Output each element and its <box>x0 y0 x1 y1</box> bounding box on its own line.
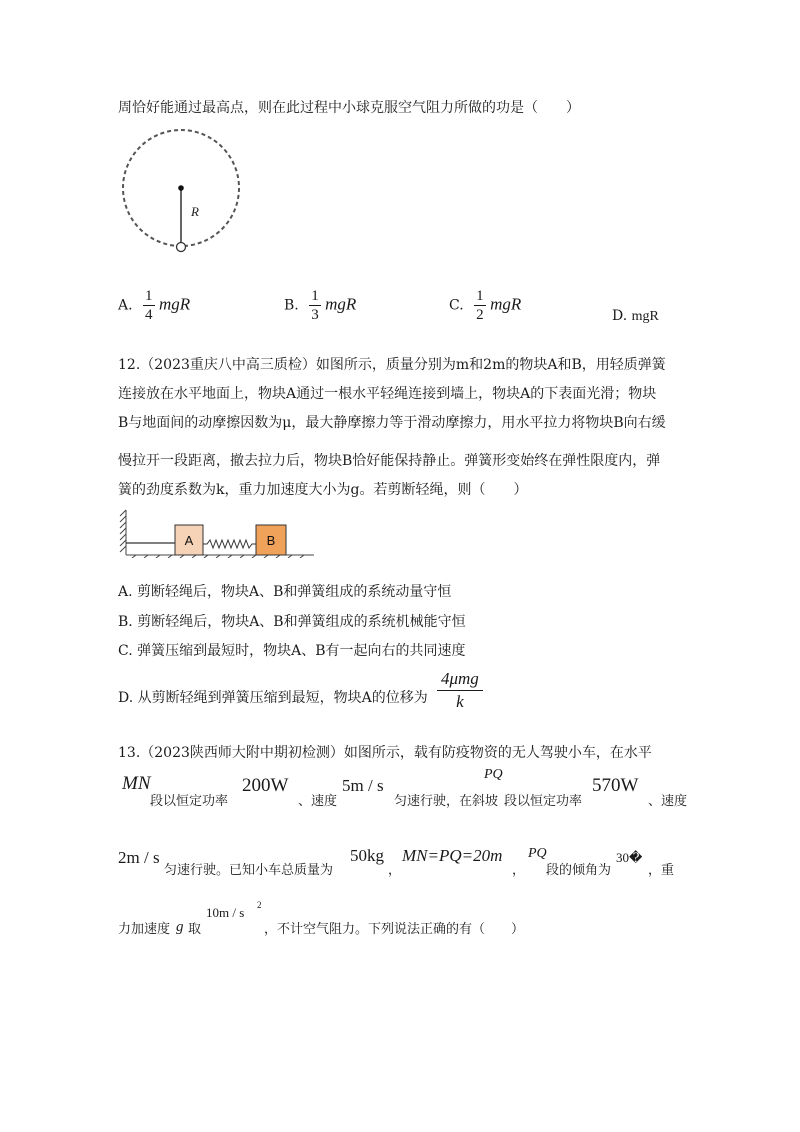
q12-stem-line-1: 12.（2023重庆八中高三质检）如图所示，质量分别为m和2m的物块A和B，用轻质弹簧 <box>118 357 666 373</box>
option-expression: mgR <box>325 294 357 314</box>
math-speed-1: 5m / s <box>342 776 384 795</box>
option-expression: mgR <box>158 294 191 314</box>
option-letter: B. <box>284 297 299 314</box>
text-segment: 段的倾角为 <box>546 863 612 878</box>
q13-stem-line-3 <box>118 842 698 882</box>
block-b-label: B <box>266 533 276 548</box>
q12-stem-line-3: B与地面间的动摩擦因数为μ，最大静摩擦力等于滑动摩擦力，用水平拉力将物块B向右缓 <box>118 415 666 431</box>
math-power-2: 570W <box>592 775 639 796</box>
option-letter: C. <box>449 297 464 314</box>
text-segment: ， <box>388 863 402 878</box>
math-angle: 30� <box>616 850 643 865</box>
q12-option-c[interactable]: C. 弹簧压缩到最短时，物块A、B有一起向右的共同速度 <box>118 643 466 659</box>
q11-option-c[interactable] <box>449 287 521 324</box>
math-equation: MN=PQ=20m <box>402 846 503 865</box>
q13-stem-line-2 <box>118 767 698 813</box>
option-letter: D. <box>612 308 628 324</box>
wall-hatch <box>120 510 126 555</box>
q13-stem-line-4 <box>118 900 698 948</box>
vertical-circle-figure <box>118 128 243 258</box>
q12-option-d[interactable] <box>118 688 428 708</box>
option-expression: mgR <box>490 294 522 314</box>
q12-stem-line-4: 慢拉开一段距离，撤去拉力后，物块B恰好能保持静止。弹簧形变始终在弹性限度内，弹 <box>118 453 661 469</box>
fraction-denominator: 4 <box>145 307 153 323</box>
fraction <box>309 287 321 324</box>
fraction <box>143 287 155 324</box>
q11-stem-text: 周恰好能通过最高点，则在此过程中小球克服空气阻力所做的功是（ ） <box>118 100 580 116</box>
text-segment: ，重 <box>648 863 675 878</box>
text-segment: 力加速度 <box>118 922 171 937</box>
fraction-numerator: 4μmg <box>437 668 483 691</box>
math-g: g <box>176 919 184 935</box>
math-pq: PQ <box>484 767 503 782</box>
text-segment: ，不计空气阻力。下列说法正确的有（ ） <box>264 922 525 937</box>
option-letter: A. <box>118 297 133 314</box>
q12-option-a[interactable]: A. 剪断轻绳后，物块A、B和弹簧组成的系统动量守恒 <box>118 584 452 600</box>
text-segment: 、速度 <box>648 794 688 809</box>
fraction-numerator: 1 <box>476 288 484 304</box>
spring-blocks-figure <box>118 508 318 558</box>
text-segment: ， <box>512 863 526 878</box>
text-segment: 取 <box>188 922 202 937</box>
option-text: D. 从剪断轻绳到弹簧压缩到最短，物块A的位移为 <box>118 690 428 706</box>
radius-label: R <box>191 204 199 219</box>
math-power-1: 200W <box>242 775 289 796</box>
text-segment: 匀速行驶，在斜坡 <box>394 794 499 809</box>
math-g-value: 10m / s <box>206 905 245 920</box>
q11-option-a[interactable] <box>118 287 190 324</box>
option-expression: mgR <box>631 309 659 324</box>
text-segment: 段以恒定功率 <box>150 794 229 809</box>
fraction-denominator: 3 <box>311 307 319 323</box>
q13-stem-line-1: 13.（2023陕西师大附中期初检测）如图所示，载有防疫物资的无人驾驶小车，在水平 <box>118 745 652 761</box>
q12-option-b[interactable]: B. 剪断轻绳后，物块A、B和弹簧组成的系统机械能守恒 <box>118 614 466 630</box>
q11-option-b[interactable] <box>284 287 356 324</box>
math-superscript: 2 <box>257 900 262 910</box>
fraction-denominator: 2 <box>476 307 484 323</box>
math-pq: PQ <box>528 846 547 861</box>
block-a-label: A <box>184 533 194 548</box>
fraction-numerator: 1 <box>311 288 319 304</box>
text-segment: 匀速行驶。已知小车总质量为 <box>164 863 334 878</box>
math-mass: 50kg <box>350 846 384 865</box>
q11-option-d[interactable] <box>612 306 659 327</box>
math-mn: MN <box>122 773 151 794</box>
center-point <box>178 185 184 191</box>
q12-stem-line-5: 簧的劲度系数为k，重力加速度大小为g。若剪断轻绳，则（ ） <box>118 482 528 498</box>
math-speed-2: 2m / s <box>118 848 160 867</box>
q12-stem-line-2: 连接放在水平地面上，物块A通过一根水平轻绳连接到墙上，物块A的下表面光滑；物块 <box>118 386 657 402</box>
fraction <box>437 668 483 713</box>
q12-option-d-fraction <box>437 668 483 713</box>
fraction <box>474 287 486 324</box>
fraction-denominator: k <box>456 692 464 711</box>
text-segment: 、速度 <box>298 794 338 809</box>
fraction-numerator: 1 <box>145 288 153 304</box>
spring-zigzag <box>203 540 256 548</box>
ball-icon <box>177 243 186 252</box>
text-segment: 段以恒定功率 <box>504 794 583 809</box>
